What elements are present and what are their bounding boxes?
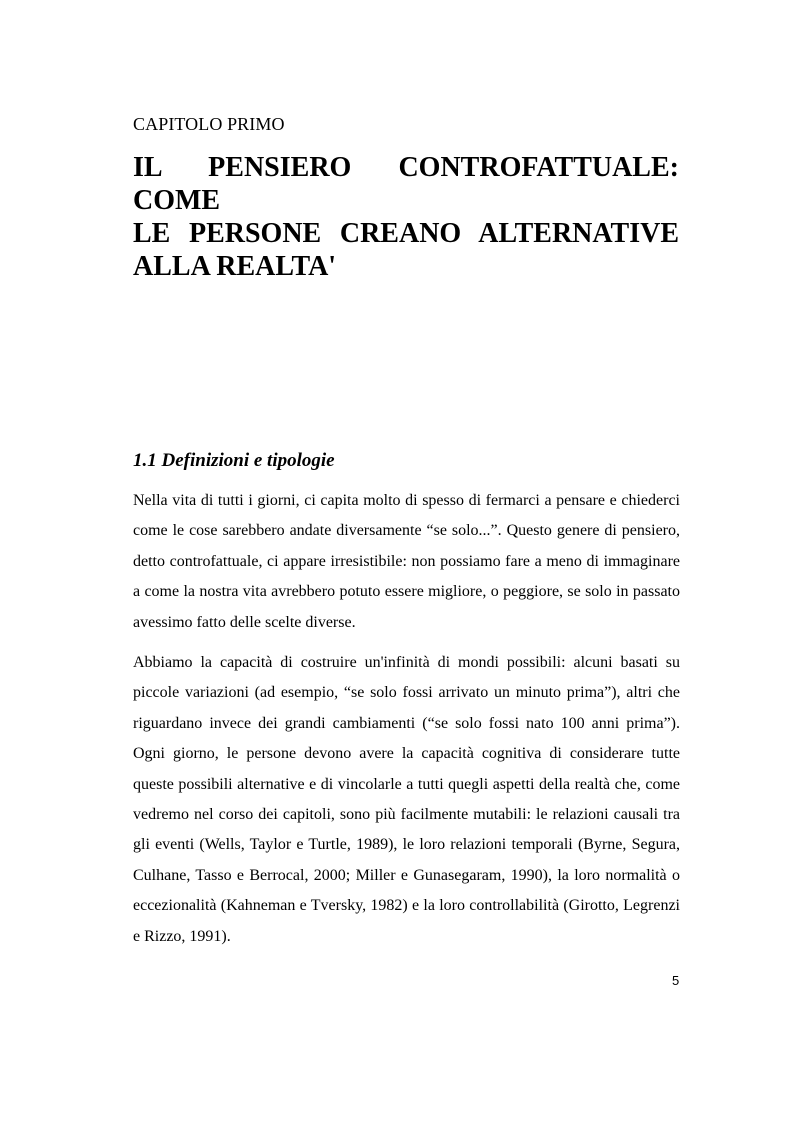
paragraph: Nella vita di tutti i giorni, ci capita molto di spesso di fermarci a pensare e chiederci come le cose sarebbero andate diversamente “se solo...”. Questo genere di pensiero, detto controfattuale, ci appare irresistibile: non possiamo fare a meno di immaginare a come la nostra vita avrebbero potuto essere migliore, o peggiore, se solo in passato avessimo fatto delle scelte diverse. <box>133 492 680 631</box>
paragraph: Abbiamo la capacità di costruire un'infinità di mondi possibili: alcuni basati su piccole variazioni (ad esempio, “se solo fossi arrivato un minuto prima”), altri che riguardano invece dei grandi cambiamenti (“se solo fossi nato 100 anni prima”). Ogni giorno, le persone devono avere la capacità cognitiva di considerare tutte queste possibili alternative e di vincolarle a tutti quegli aspetti della realtà che, come vedremo nel corso dei capitoli, sono più facilmente mutabili: le relazioni causali tra gli eventi (Wells, Taylor e Turtle, 1989), le loro relazioni temporali (Byrne, Segura, Culhane, Tasso e Berrocal, 2000; Miller e Gunasegaram, 1990), la loro normalità o eccezionalità (Kahneman e Tversky, 1982) e la loro controllabilità (Girotto, Legrenzi e Rizzo, 1991). <box>133 654 680 945</box>
chapter-label: CAPITOLO PRIMO <box>133 114 285 134</box>
page-number: 5 <box>672 973 680 988</box>
chapter-title-line: IL PENSIERO CONTROFATTUALE: COME <box>133 152 679 216</box>
body-text <box>133 486 680 962</box>
chapter-title-line: LE PERSONE CREANO ALTERNATIVE <box>133 218 679 249</box>
chapter-title-line: ALLA REALTA' <box>133 251 337 282</box>
chapter-title <box>133 151 679 283</box>
section-heading: 1.1 Definizioni e tipologie <box>133 450 335 471</box>
